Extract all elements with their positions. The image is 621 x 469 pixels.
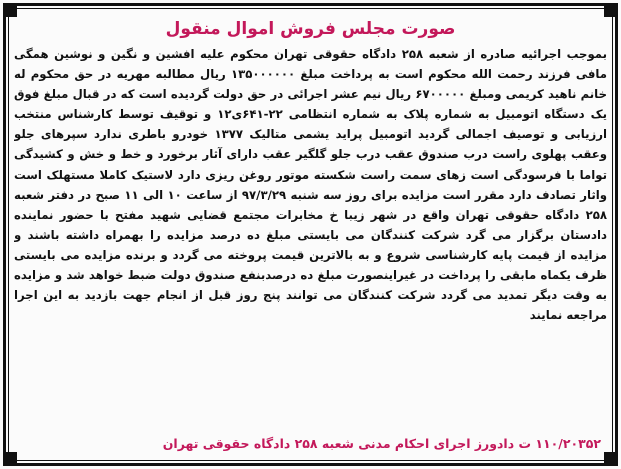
notice-body: بموجب اجرائیه صادره از شعبه ۲۵۸ دادگاه حقوقی تهران محکوم علیه افشین و نگین و نوشین همگی مافی فرزند رحمت الله محکوم است به پرداخت مبلغ ۱۳۵۰۰۰۰۰۰ ریال مطالبه مهریه در حق محکوم له خانم ناهید کریمی ومبلغ ۶۷۰۰۰۰۰ ریال نیم عشر اجرائی در حق دولت گردیده است که در قبال مبلغ فوق یک دستگاه اتومبیل به شماره پلاک به شماره انتظامی ۲۲-۶۴۱ی۱۲ و توقیف توسط کارشناس منتخب ارزیابی و توصیف اجمالی گردید اتومبیل پراید یشمی متالیک ۱۳۷۷ خودرو باطری ندارد سپرهای جلو وعقب پهلوی راست درب صندوق عقب درب جلو گلگیر عقب دارای آثار برخورد و خط و خش و کشیدگی تواما با فرسودگی است زهای سمت راست شکسته موتور روغن ریزی دارد لاستیک کاملا مستهلک است واثار تصادف دارد مقرر است مزایده برای روز سه شنبه ۹۷/۳/۲۹ از ساعت ۱۰ الی ۱۱ صبح در دفتر شعبه ۲۵۸ دادگاه حقوقی تهران واقع در شهر زیبا خ مخابرات مجتمع قضایی شهید مفتح با حضور نماینده دادستان برگزار می گرد شرکت کنندگان می بایستی مبلغ ده درصد مزایده را بهمراه داشته باشند و مزایده از قیمت پایه کارشناسی شروع و به بالاترین قیمت پروخته می گردد و برنده مزایده می بایستی ظرف یکماه مابقی را پرداخت در غیراینصورت مبلغ ده درصدبنفع صندوق دولت ضبط خواهد شد و مزایده به وقت دیگر تمدید می گردد شرکت کنندگان می توانند پنج روز قبل از انجام جهت بازدید به این اجرا مراجعه نمایند: [14, 47, 607, 323]
notice-title: صورت مجلس فروش اموال منقول: [165, 19, 456, 39]
notice-content: [14, 14, 607, 455]
notice-footer-signature: ۱۱۰/۲۰۳۵۲ ت دادورز اجرای احکام مدنی شعبه ۲۵۸ دادگاه حقوقی تهران: [162, 436, 601, 451]
